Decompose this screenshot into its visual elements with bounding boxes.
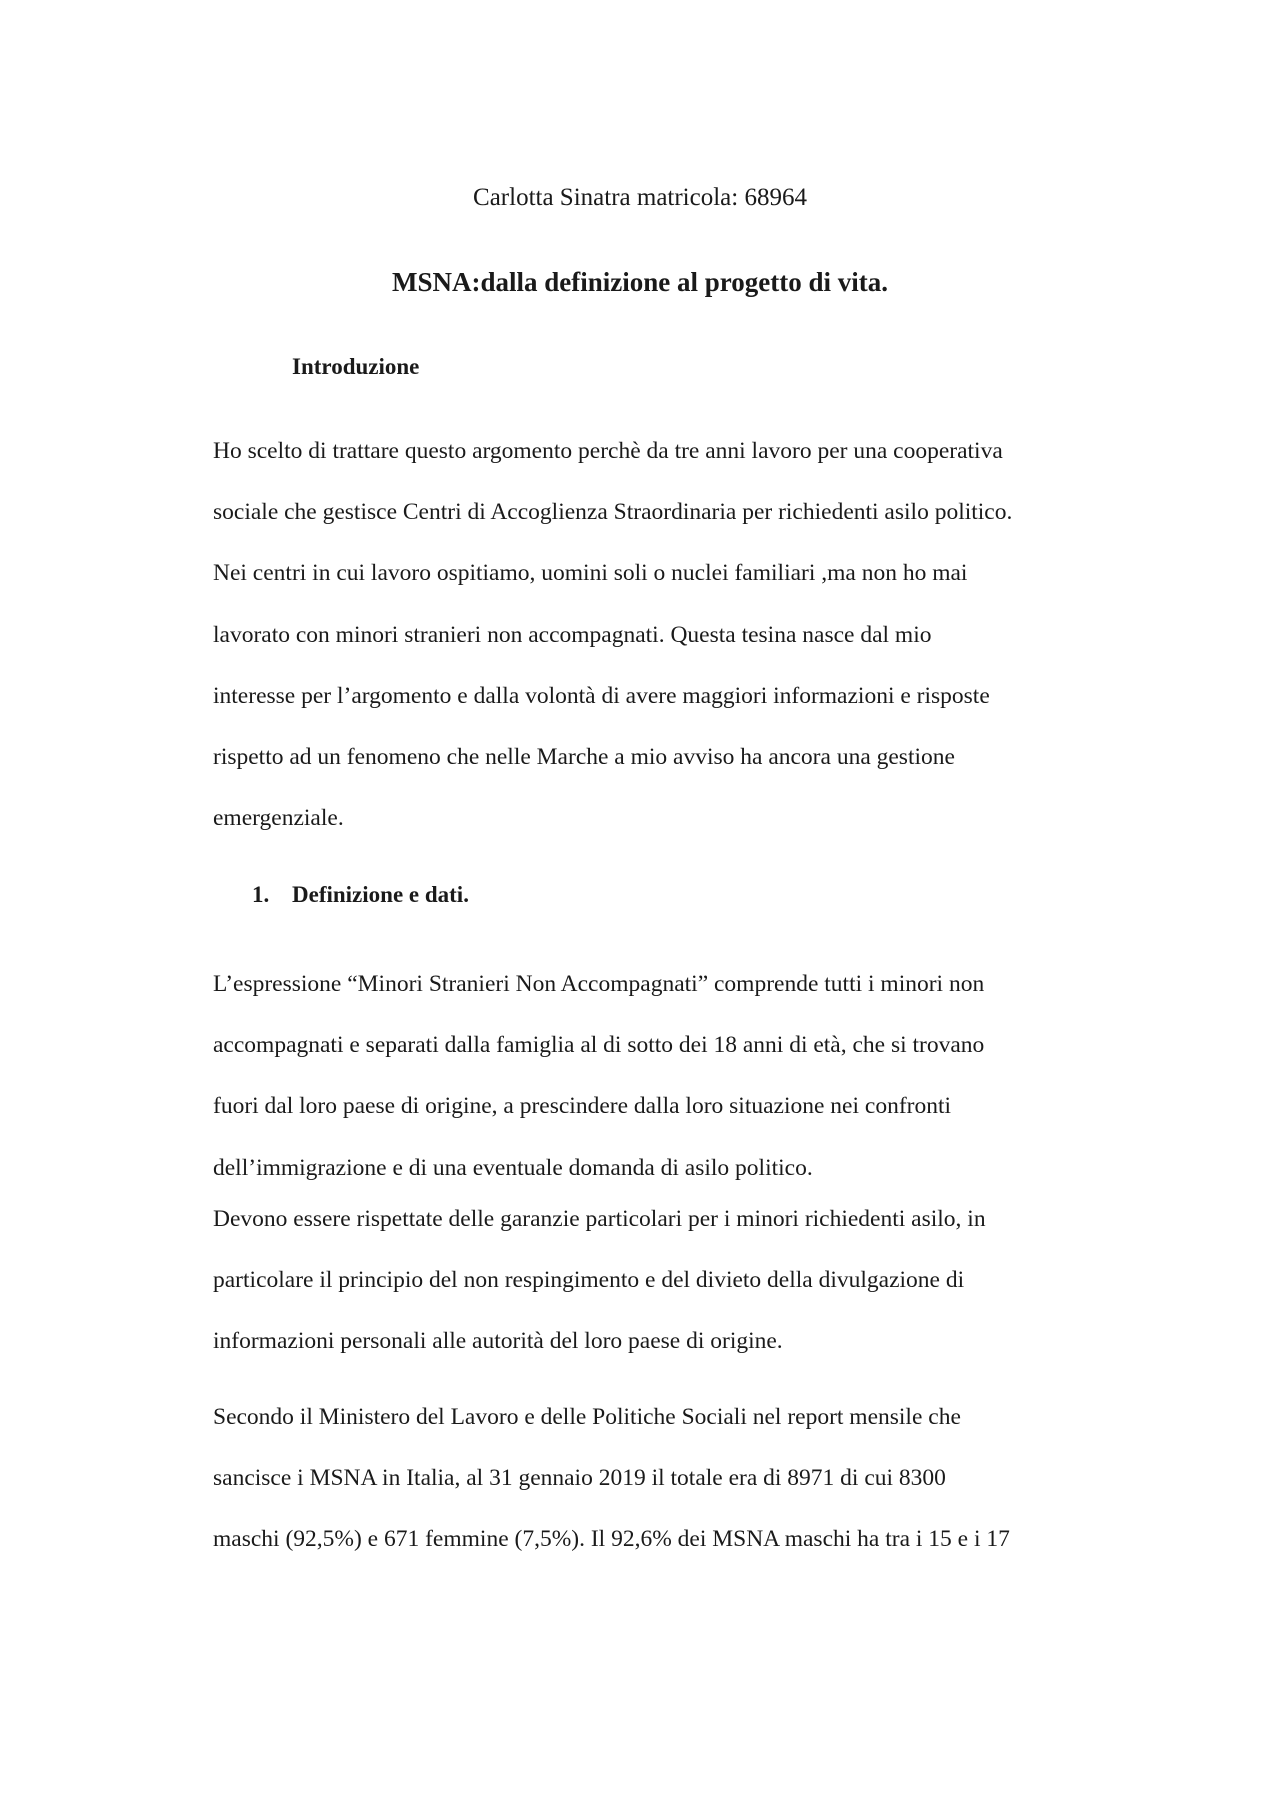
paragraph-line: Nei centri in cui lavoro ospitiamo, uomini soli o nuclei familiari ,ma non ho mai [213,560,968,587]
paragraph-line: Devono essere rispettate delle garanzie particolari per i minori richiedenti asilo, in [213,1206,986,1232]
section-1-heading [252,880,469,910]
paragraph-line: Secondo il Ministero del Lavoro e delle Politiche Sociali nel report mensile che [213,1404,961,1430]
paragraph-line: particolare il principio del non respingimento e del divieto della divulgazione di [213,1267,965,1294]
paragraph-line: fuori dal loro paese di origine, a prescindere dalla loro situazione nei confronti [213,1093,952,1120]
paragraph-line: lavorato con minori stranieri non accompagnati. Questa tesina nasce dal mio [213,621,932,648]
paragraph-line: Ho scelto di trattare questo argomento perchè da tre anni lavoro per una cooperativa [213,438,1003,464]
section-number: 1. [252,882,270,907]
paragraph-line: emergenziale. [213,805,344,832]
definition-paragraph [213,954,1113,1199]
intro-paragraph [213,421,1113,849]
paragraph-line: dell’immigrazione e di una eventuale domanda di asilo politico. [213,1154,813,1181]
document-title: MSNA:dalla definizione al progetto di vita. [392,267,888,297]
intro-heading: Introduzione [292,354,420,379]
report-paragraph [213,1387,1113,1571]
paragraph-line: accompagnati e separati dalla famiglia al di sotto dei 18 anni di età, che si trovano [213,1032,985,1059]
guarantees-paragraph [213,1189,1113,1373]
paragraph-line: informazioni personali alle autorità del loro paese di origine. [213,1328,783,1355]
paragraph-line: maschi (92,5%) e 671 femmine (7,5%). Il 92,6% dei MSNA maschi ha tra i 15 e i 17 [213,1526,1010,1553]
section-title: Definizione e dati. [292,882,469,907]
paragraph-line: sociale che gestisce Centri di Accoglienza Straordinaria per richiedenti asilo politico. [213,499,1013,526]
paragraph-line: interesse per l’argomento e dalla volontà di avere maggiori informazioni e risposte [213,682,990,709]
paragraph-line: rispetto ad un fenomeno che nelle Marche a mio avviso ha ancora una gestione [213,744,955,771]
paragraph-line: L’espressione “Minori Stranieri Non Accompagnati” comprende tutti i minori non [213,971,985,997]
paragraph-line: sancisce i MSNA in Italia, al 31 gennaio 2019 il totale era di 8971 di cui 8300 [213,1465,946,1492]
author-line: Carlotta Sinatra matricola: 68964 [473,184,807,211]
